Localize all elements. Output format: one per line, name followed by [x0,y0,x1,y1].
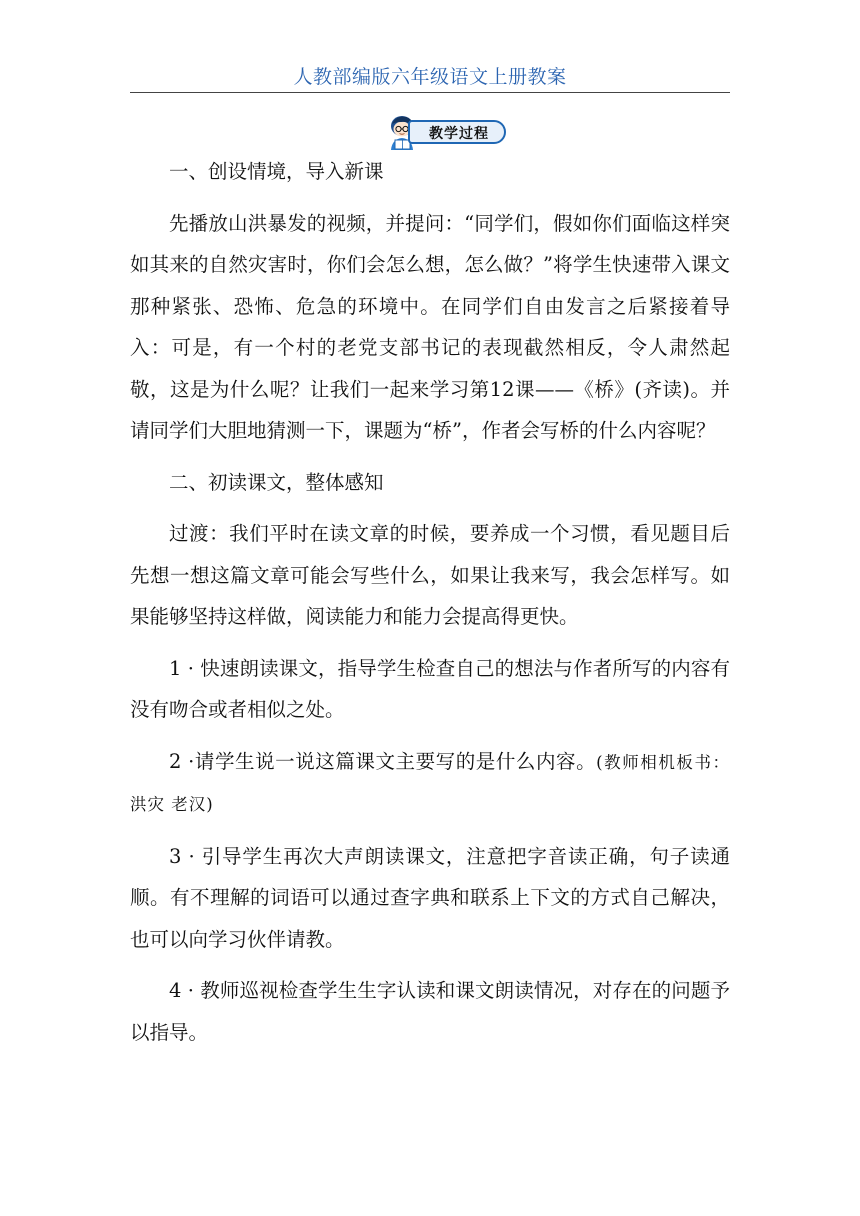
heading-introduction: 一、创设情境，导入新课 [169,160,384,183]
header-divider [130,92,730,93]
step-4: 4 · 教师巡视检查学生生字认读和课文朗读情况，对存在的问题予以指导。 [130,979,730,1044]
lesson-body [130,151,730,1053]
section-badge [386,112,510,150]
page-header-title: 人教部编版六年级语文上册教案 [293,66,567,88]
step-2 [130,741,730,826]
paragraph-introduction: 先播放山洪暴发的视频，并提问：“同学们，假如你们面临这样突如其来的自然灾害时，你们会怎么想，怎么做？”将学生快速带入课文那种紧张、恐怖、危急的环境中。在同学们自由发言之后紧接着导入：可是，有一个村的老党支部书记的表现截然相反，令人肃然起敬，这是为什么呢？让我们一起来学习第12课——《桥》(齐读)。并请同学们大胆地猜测一下，课题为“桥”，作者会写桥的什么内容呢？ [130,211,730,442]
section-badge-label: 教学过程 [429,126,489,142]
paragraph-transition: 过渡：我们平时在读文章的时候，要养成一个习惯，看见题目后先想一想这篇文章可能会写些什么，如果让我来写，我会怎样写。如果能够坚持这样做，阅读能力和能力会提高得更快。 [130,522,730,628]
step-2-text: 2 ·请学生说一说这篇课文主要写的是什么内容。 [169,749,597,773]
step-1: 1 · 快速朗读课文，指导学生检查自己的想法与作者所写的内容有没有吻合或者相似之处。 [130,656,730,721]
heading-first-reading: 二、初读课文，整体感知 [169,470,384,494]
step-2-board-note: (教师相机板书：洪灾 老汉) [130,752,731,814]
step-3: 3 · 引导学生再次大声朗读课文，注意把字音读正确，句子读通顺。有不理解的词语可以通过查字典和联系上下文的方式自己解决，也可以向学习伙伴请教。 [130,844,730,951]
